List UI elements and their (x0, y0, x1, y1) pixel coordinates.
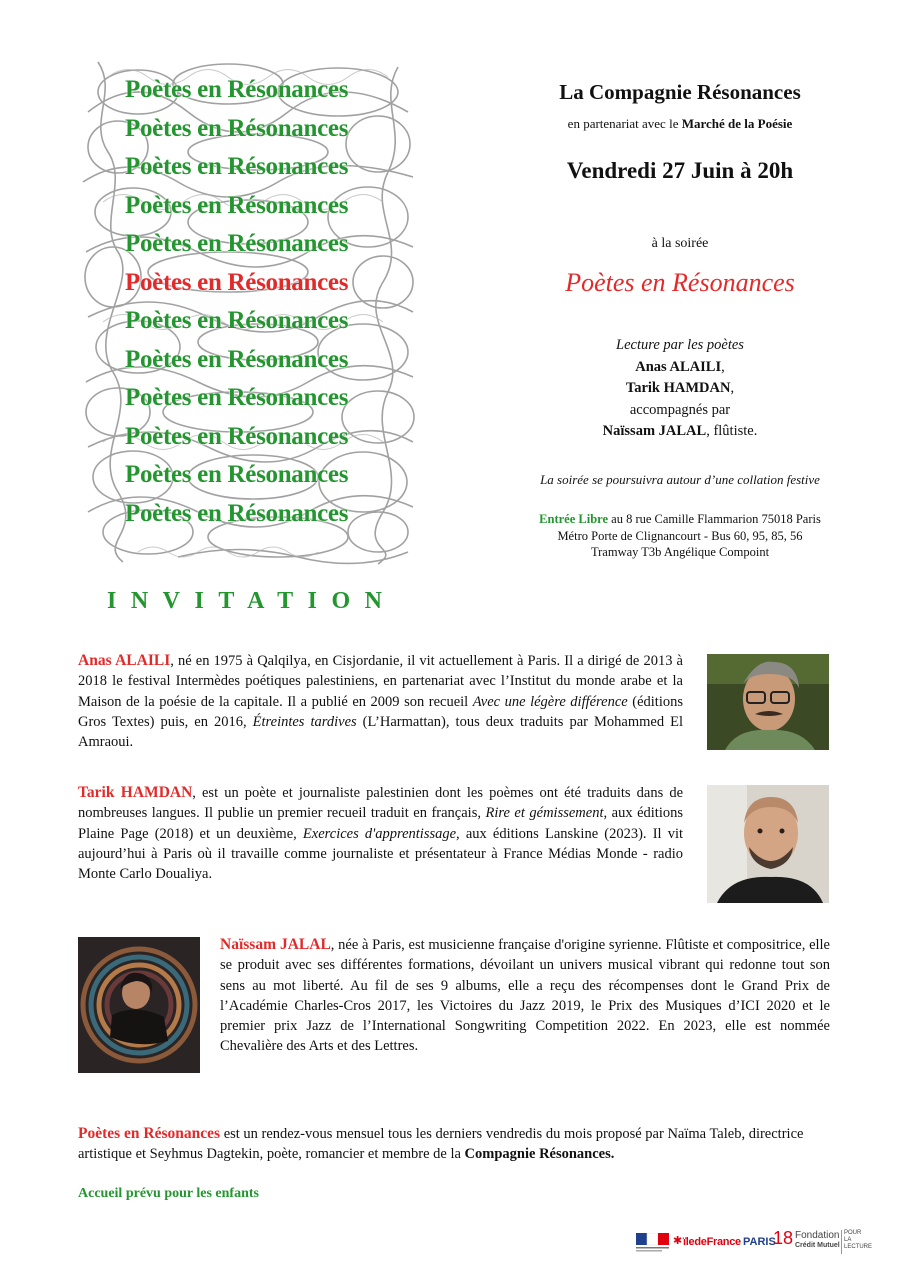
event-title: Poètes en Résonances (565, 268, 795, 297)
free-entry: Entrée Libre (539, 512, 609, 526)
title-line: Poètes en Résonances (125, 153, 349, 180)
credit-mutuel-logo: Crédit Mutuel (795, 1242, 840, 1249)
title-line: Poètes en Résonances (125, 384, 349, 411)
tram-info: Tramway T3b Angélique Compoint (590, 545, 770, 559)
comma: , (721, 358, 725, 375)
reading-intro: Lecture par les poètes (616, 337, 744, 353)
title-line: Poètes en Résonances (125, 191, 349, 219)
invitation-heading: INVITATION (107, 588, 397, 614)
soiree-label: à la soirée (651, 236, 709, 251)
venue-address-line (520, 511, 840, 528)
bio-text: , né en 1975 à Qalqilya, en Cisjordanie, il vit actuellement à Paris. Il a dirigé de 2013 à 2018 le festival Intermèdes poétiques palestiniens, en partenariat avec l’Institut du monde arabe et la Maison de la poésie de la capitale. Il a publié en 2009 son recueil (78, 653, 683, 710)
title-line: Poètes en Résonances (125, 76, 349, 103)
bio-text: aux éditions Lanskine (2023). Il vit aujourd’hui à Paris où il travaille comme journaliste et présentateur à France Médias Monde - radio Monte Carlo Doualiya. (78, 825, 684, 883)
accompanied-label: accompagnés par (629, 401, 731, 418)
metro-info: Métro Porte de Clignancourt - Bus 60, 95, 85, 56 (557, 528, 803, 543)
idf-logo: ïledeFrance (683, 1236, 741, 1248)
lecture-word: LECTURE (844, 1244, 873, 1250)
bio-name: Tarik HAMDAN (78, 784, 193, 801)
bio-text: , née à Paris, est musicienne française d'origine syrienne. Flûtiste et compositrice, elle se produit avec ses différentes formations, dévoilant un univers musical vibrant qui redonne tout son sens au mot liberté. Au fil de ses 9 albums, elle a reçu des récompenses dont le Grand Prix de l’Académie Charles-Cros 2017, les Victoires du Jazz 2019, le Prix des Musiques d’ICI 2020 et le premier prix Jazz de l’International Songwriting Competition 2022. En 2023, elle est nommée Chevalière des Arts et des Lettres. (220, 937, 830, 1055)
kids-welcome: Accueil prévu pour les enfants (78, 1186, 259, 1201)
title-line: Poètes en Résonances (125, 114, 349, 142)
series-text: est un rendez-vous mensuel tous les derniers vendredis du mois proposé par Naïma Taleb, directrice artistique et Seyhmus Dagtekin, poète, romancier et membre de la (78, 1126, 804, 1163)
partner-prefix: en partenariat avec le (567, 116, 679, 131)
series-company: Compagnie Résonances. (464, 1146, 615, 1163)
venue-info (520, 511, 840, 561)
musician-line (520, 421, 840, 443)
title-line: Poètes en Résonances (125, 461, 349, 488)
poet-2: Tarik HAMDAN (625, 380, 731, 396)
bio-tarik (78, 783, 683, 884)
bio-text: (éditions Gros Textes) puis, en 2016, (78, 693, 684, 730)
title-line: Poètes en Résonances (125, 345, 349, 373)
partner-name: Marché de la Poésie (681, 116, 793, 131)
republique-logo (636, 1233, 670, 1253)
photo-naissam (78, 937, 200, 1073)
partner-line (520, 116, 840, 132)
partner-logos (636, 1228, 873, 1258)
la-word: LA (844, 1237, 852, 1243)
event-date: Vendredi 27 Juin à 20h (566, 158, 794, 183)
bio-naissam (220, 935, 830, 1057)
comma: , (730, 380, 735, 396)
book-title: Étreintes tardives (252, 713, 357, 730)
fondation-number: 18 (773, 1228, 794, 1248)
title-line: Poètes en Résonances (125, 499, 349, 527)
bio-text: (L’Harmattan), tous deux traduits par Mohammed El Amraoui. (78, 713, 683, 751)
title-line: Poètes en Résonances (125, 422, 349, 450)
photo-anas (707, 654, 829, 750)
title-line: Poètes en Résonances (125, 307, 349, 334)
reading-block (520, 335, 840, 443)
poet-line-2 (520, 378, 840, 400)
idf-star-icon: ✱ (673, 1235, 683, 1247)
company-name: La Compagnie Résonances (559, 80, 801, 104)
bio-name: Anas ALAILI (78, 652, 171, 669)
bio-name: Naïssam JALAL (220, 936, 331, 953)
musician-role: , flûtiste. (706, 423, 758, 439)
logo-divider (841, 1230, 842, 1254)
series-name: Poètes en Résonances (78, 1125, 221, 1142)
photo-tarik (707, 785, 829, 903)
fondation-logo: Fondation (795, 1230, 840, 1241)
pour-word: POUR (844, 1230, 862, 1236)
paris-logo: PARIS (743, 1236, 776, 1248)
bio-anas (78, 651, 683, 752)
title-line: Poètes en Résonances (125, 230, 349, 257)
musician-name: Naïssam JALAL (602, 423, 707, 439)
title-line-highlight: Poètes en Résonances (125, 268, 349, 296)
poet-1: Anas ALAILI (635, 358, 722, 375)
book-title: Avec une légère différence (472, 693, 628, 710)
series-description (78, 1124, 830, 1165)
bio-text: , aux éditions Plaine Page (2018) et un deuxième, (78, 805, 683, 842)
title-stack (125, 71, 348, 533)
book-title: Exercices d'apprentissage, (302, 825, 460, 842)
pour-la-lecture (844, 1230, 872, 1251)
collation-note: La soirée se poursuivra autour d’une collation festive (540, 472, 820, 487)
venue-address: au 8 rue Camille Flammarion 75018 Paris (608, 512, 821, 526)
poet-line-1 (520, 357, 840, 379)
book-title: Rire et gémissement (485, 805, 604, 822)
bio-text: , est un poète et journaliste palestinien dont les poèmes ont été traduits dans de nombreuses langues. Il publie un premier recueil traduit en français, (78, 785, 684, 822)
